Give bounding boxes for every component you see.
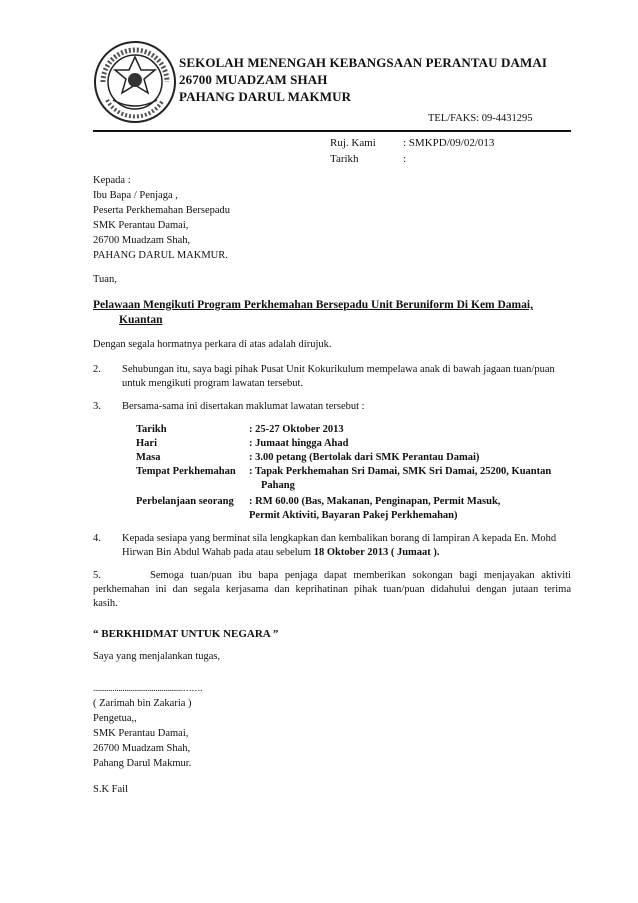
para4-line2 [122, 547, 440, 558]
para2-number: 2. [93, 364, 101, 375]
detail-label: Tarikh [136, 424, 167, 435]
para4-deadline: 18 Oktober 2013 ( Jumaat ). [313, 547, 440, 558]
motto: “ BERKHIDMAT UNTUK NEGARA ” [93, 628, 279, 640]
detail-value-continued: Pahang [261, 480, 295, 491]
recipient-line: Peserta Perkhemahan Bersepadu [93, 205, 231, 216]
recipient-line: PAHANG DARUL MAKMUR. [93, 250, 228, 261]
intro-text: Dengan segala hormatnya perkara di atas adalah dirujuk. [93, 339, 332, 350]
para2-line2: untuk mengikuti program lawatan tersebut. [122, 378, 304, 389]
recipient-line: SMK Perantau Damai, [93, 220, 189, 231]
para5-line3: kasih. [93, 598, 118, 609]
para5-line1: Semoga tuan/puan ibu bapa penjaga dapat memberikan sokongan bagi menjayakan aktiviti [150, 570, 571, 581]
detail-value: : Tapak Perkhemahan Sri Damai, SMK Sri Damai, 25200, Kuantan [249, 466, 552, 477]
recipient-line: Ibu Bapa / Penjaga , [93, 190, 178, 201]
header-rule [93, 130, 571, 132]
signature-line: ..............................................……. [93, 683, 203, 693]
detail-value: : 3.00 petang (Bertolak dari SMK Perantau Damai) [249, 452, 480, 463]
recipient-line: Kepada : [93, 175, 131, 186]
closing-text: Saya yang menjalankan tugas, [93, 651, 221, 662]
recipient-line: 26700 Muadzam Shah, [93, 235, 191, 246]
signatory-name: ( Zarimah bin Zakaria ) [93, 698, 192, 709]
date-value: : [403, 153, 407, 165]
signatory-address2: Pahang Darul Makmur. [93, 758, 192, 769]
school-address-line1: 26700 MUADZAM SHAH [179, 72, 328, 87]
subject-line1: Pelawaan Mengikuti Program Perkhemahan Bersepadu Unit Beruniform Di Kem Damai, [93, 299, 533, 311]
ref-value: : SMKPD/09/02/013 [403, 137, 495, 149]
detail-label: Perbelanjaan seorang [136, 496, 234, 507]
para3-number: 3. [93, 401, 101, 412]
salutation: Tuan, [93, 274, 117, 285]
para5-line2: perkhemahan ini dan segala kerjasama dan keprihatinan pihak tuan/puan didahului dengan jutaan terima [93, 584, 571, 595]
para4-number: 4. [93, 533, 101, 544]
para4-line1: Kepada sesiapa yang berminat sila lengkapkan dan kembalikan borang di lampiran A kepada En. Mohd [122, 533, 557, 544]
detail-value: : Jumaat hingga Ahad [249, 438, 349, 449]
subject-line2: Kuantan [119, 314, 163, 326]
signatory-school: SMK Perantau Damai, [93, 728, 189, 739]
ref-label: Ruj. Kami [330, 137, 376, 149]
signatory-address1: 26700 Muadzam Shah, [93, 743, 191, 754]
para5-number: 5. [93, 570, 101, 581]
cc-file: S.K Fail [93, 784, 129, 795]
school-address-line2: PAHANG DARUL MAKMUR [179, 89, 352, 104]
detail-value: : 25-27 Oktober 2013 [249, 424, 344, 435]
tel-fax: TEL/FAKS: 09-4431295 [428, 113, 533, 124]
para3-text: Bersama-sama ini disertakan maklumat lawatan tersebut : [122, 401, 365, 412]
school-name: SEKOLAH MENENGAH KEBANGSAAN PERANTAU DAMAI [179, 55, 547, 70]
detail-value: : RM 60.00 (Bas, Makanan, Penginapan, Permit Masuk, [249, 496, 501, 507]
detail-value-continued: Permit Aktiviti, Bayaran Pakej Perkhemahan) [249, 510, 458, 521]
date-label: Tarikh [330, 153, 359, 165]
detail-label: Masa [136, 452, 161, 463]
para4-line2-text: Hirwan Bin Abdul Wahab pada atau sebelum [122, 547, 314, 558]
detail-label: Hari [136, 438, 157, 449]
para2-line1: Sehubungan itu, saya bagi pihak Pusat Unit Kokurikulum mempelawa anak di bawah jagaan tuan/puan [122, 364, 555, 375]
detail-label: Tempat Perkhemahan [136, 466, 236, 477]
signatory-title: Pengetua,, [93, 713, 137, 724]
school-crest-logo [93, 40, 177, 124]
